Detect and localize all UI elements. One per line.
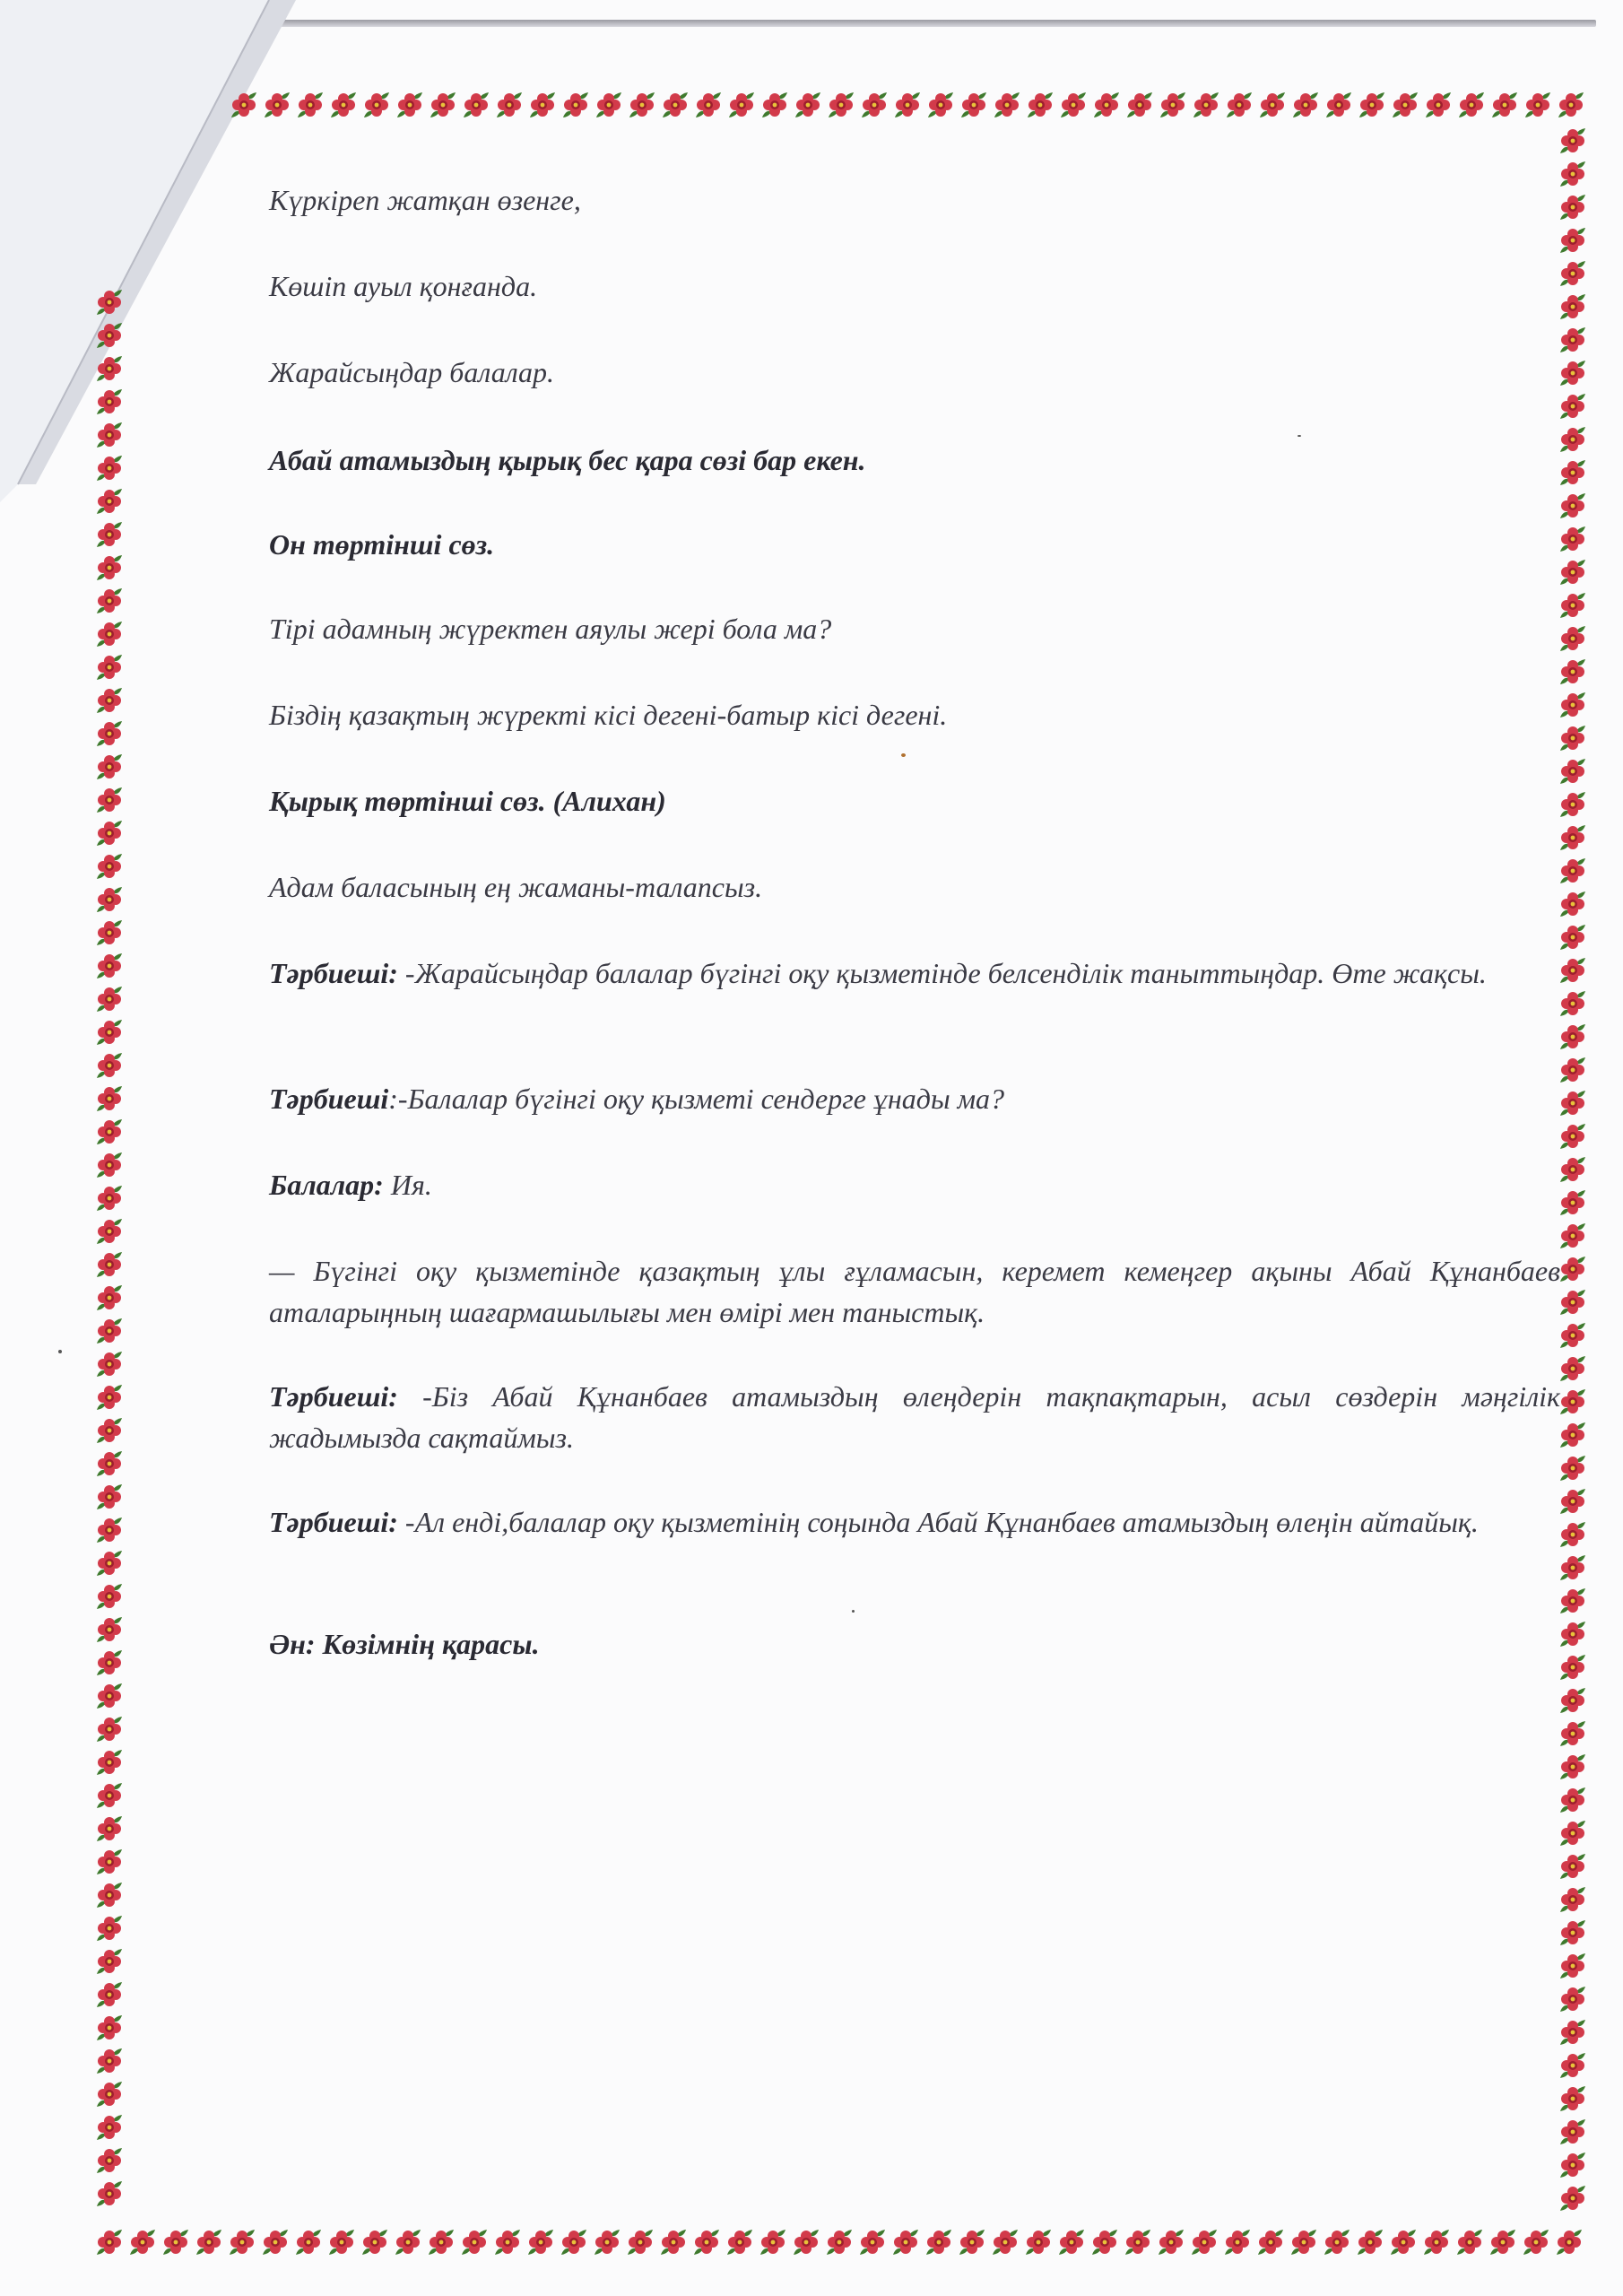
red-flower-icon (1158, 90, 1188, 120)
red-flower-icon (260, 2227, 291, 2257)
red-flower-icon (94, 851, 125, 882)
red-flower-icon (1558, 1353, 1588, 1384)
red-flower-icon (1558, 1154, 1588, 1185)
red-flower-icon (94, 1780, 125, 1811)
red-flower-icon (1556, 90, 1586, 120)
red-flower-icon (627, 90, 657, 120)
red-flower-icon (229, 90, 259, 120)
red-flower-icon (1558, 2183, 1588, 2213)
red-flower-icon (1558, 225, 1588, 256)
praise-line: Жарайсыңдар балалар. (269, 356, 555, 388)
red-flower-icon (94, 1415, 125, 1446)
red-flower-icon (1189, 2227, 1219, 2257)
red-flower-icon (1421, 2227, 1452, 2257)
red-flower-icon (625, 2227, 655, 2257)
red-flower-icon (1554, 2227, 1584, 2257)
red-flower-icon (824, 2227, 855, 2257)
quote-line-3: Адам баласының ең жаманы-талапсыз. (269, 871, 763, 903)
red-flower-icon (925, 90, 956, 120)
red-flower-icon (1558, 391, 1588, 422)
red-flower-icon (693, 90, 724, 120)
red-flower-icon (94, 1681, 125, 1711)
red-flower-icon (459, 2227, 490, 2257)
red-flower-icon (1558, 424, 1588, 455)
red-flower-icon (94, 353, 125, 384)
red-flower-icon (94, 2179, 125, 2209)
red-flower-icon (890, 2227, 921, 2257)
red-flower-icon (1558, 1984, 1588, 2014)
speech-text: -Біз Абай Құнанбаев атамыздың өлеңдерін тақпақтарын, асыл сөздерін мәңгілік жадымызда сақтаймыз. (269, 1380, 1560, 1454)
red-flower-icon (94, 519, 125, 550)
red-flower-icon (1224, 90, 1254, 120)
red-flower-icon (959, 90, 989, 120)
teacher-line-4 (269, 1501, 1560, 1543)
red-flower-icon (94, 785, 125, 815)
red-flower-icon (1558, 1387, 1588, 1417)
red-flower-icon (793, 90, 823, 120)
red-flower-icon (691, 2227, 722, 2257)
red-flower-icon (826, 90, 856, 120)
scan-speck (58, 1350, 62, 1353)
red-flower-icon (1558, 126, 1588, 156)
red-flower-icon (725, 2227, 755, 2257)
red-flower-icon (94, 1448, 125, 1479)
red-flower-icon (1558, 2117, 1588, 2147)
red-flower-icon (94, 1847, 125, 1877)
red-flower-icon (1558, 1785, 1588, 1815)
scan-speck (852, 1610, 855, 1613)
red-flower-icon (992, 90, 1022, 120)
red-flower-icon (1558, 623, 1588, 654)
teacher-line-1 (269, 952, 1560, 994)
red-flower-icon (94, 1117, 125, 1147)
stacked-page-edge (269, 20, 1596, 27)
red-flower-icon (1558, 988, 1588, 1019)
red-flower-icon (1558, 325, 1588, 355)
red-flower-icon (1324, 90, 1354, 120)
red-flower-icon (94, 586, 125, 616)
red-flower-icon (1091, 90, 1122, 120)
red-flower-icon (1558, 856, 1588, 886)
red-flower-icon (1558, 1055, 1588, 1085)
red-flower-icon (1089, 2227, 1120, 2257)
speech-text: Ия. (383, 1169, 432, 1201)
red-flower-icon (94, 1482, 125, 1512)
poem-line-1: Күркіреп жатқан өзенге, (269, 184, 581, 216)
red-flower-icon (94, 387, 125, 417)
red-flower-icon (1558, 822, 1588, 853)
red-flower-icon (892, 90, 923, 120)
red-flower-icon (1558, 1552, 1588, 1583)
heading-abai-words: Абай атамыздың қырық бес қара сөзі бар екен. (269, 444, 866, 476)
red-flower-icon (1558, 889, 1588, 919)
red-flower-icon (1558, 1519, 1588, 1550)
red-flower-icon (1558, 1022, 1588, 1052)
red-flower-icon (194, 2227, 224, 2257)
red-flower-icon (1558, 457, 1588, 488)
red-flower-icon (1558, 1320, 1588, 1351)
red-flower-icon (127, 2227, 158, 2257)
red-flower-icon (1456, 90, 1487, 120)
red-flower-icon (94, 1183, 125, 1213)
red-flower-icon (1558, 2083, 1588, 2114)
speech-text: -Жарайсыңдар балалар бүгінгі оқу қызметінде белсенділік таныттыңдар. Өте жақсы. (397, 957, 1487, 989)
red-flower-icon (94, 1946, 125, 1977)
red-flower-icon (1558, 1121, 1588, 1152)
red-flower-icon (1222, 2227, 1253, 2257)
red-flower-icon (94, 652, 125, 683)
red-flower-icon (1558, 1619, 1588, 1649)
red-flower-icon (94, 1714, 125, 1744)
red-flower-icon (594, 90, 624, 120)
red-flower-icon (660, 90, 690, 120)
red-flower-icon (1558, 291, 1588, 322)
red-flower-icon (1558, 192, 1588, 222)
red-flower-icon (1290, 90, 1321, 120)
red-flower-icon (1558, 1586, 1588, 1616)
red-flower-icon (428, 90, 458, 120)
red-flower-icon (560, 90, 591, 120)
red-flower-icon (227, 2227, 257, 2257)
red-flower-icon (1558, 690, 1588, 720)
red-flower-icon (1558, 1287, 1588, 1318)
red-flower-icon (1521, 2227, 1551, 2257)
red-flower-icon (94, 1515, 125, 1545)
red-flower-icon (1558, 1752, 1588, 1782)
red-flower-icon (395, 90, 425, 120)
red-flower-icon (94, 1614, 125, 1645)
red-flower-icon (94, 2046, 125, 2076)
red-flower-icon (1191, 90, 1221, 120)
floral-border-top (229, 90, 1592, 124)
red-flower-icon (94, 1283, 125, 1313)
red-flower-icon (94, 486, 125, 517)
red-flower-icon (1489, 90, 1520, 120)
red-flower-icon (1289, 2227, 1319, 2257)
red-flower-icon (1523, 90, 1553, 120)
red-flower-icon (94, 984, 125, 1014)
red-flower-icon (262, 90, 292, 120)
red-flower-icon (94, 287, 125, 317)
red-flower-icon (94, 1813, 125, 1844)
red-flower-icon (758, 2227, 788, 2257)
red-flower-icon (1558, 1254, 1588, 1284)
red-flower-icon (94, 1581, 125, 1612)
red-flower-icon (94, 1349, 125, 1379)
red-flower-icon (1558, 1088, 1588, 1118)
red-flower-icon (360, 2227, 390, 2257)
red-flower-icon (658, 2227, 689, 2257)
red-flower-icon (393, 2227, 423, 2257)
red-flower-icon (1558, 789, 1588, 820)
red-flower-icon (94, 884, 125, 915)
red-flower-icon (94, 552, 125, 583)
red-flower-icon (94, 918, 125, 948)
red-flower-icon (161, 2227, 191, 2257)
red-flower-icon (492, 2227, 523, 2257)
red-flower-icon (94, 1150, 125, 1180)
red-flower-icon (326, 2227, 357, 2257)
speaker-label: Тәрбиеші: (269, 957, 398, 989)
red-flower-icon (1023, 2227, 1054, 2257)
red-flower-icon (1558, 1851, 1588, 1882)
red-flower-icon (1558, 159, 1588, 189)
red-flower-icon (94, 1382, 125, 1413)
speech-text: -Ал енді,балалар оқу қызметінің соңында Абай Құнанбаев атамыздың өлеңін айтайық. (397, 1506, 1479, 1538)
summary-paragraph: — Бүгінгі оқу қызметінде қазақтың ұлы ғұламасын, керемет кемеңгер ақыны Абай Құнанбаев аталарыңның шағармашылығы мен өмірі мен таныстық. (269, 1255, 1560, 1328)
red-flower-icon (494, 90, 525, 120)
red-flower-icon (94, 420, 125, 450)
red-flower-icon (924, 2227, 954, 2257)
red-flower-icon (94, 1747, 125, 1778)
red-flower-icon (1558, 1884, 1588, 1915)
red-flower-icon (759, 90, 790, 120)
red-flower-icon (857, 2227, 888, 2257)
red-flower-icon (1558, 1187, 1588, 1218)
red-flower-icon (1558, 1453, 1588, 1483)
red-flower-icon (1558, 723, 1588, 753)
speaker-label: Тәрбиеші (269, 1083, 389, 1115)
children-answer (269, 1164, 432, 1205)
red-flower-icon (1558, 557, 1588, 587)
red-flower-icon (1488, 2227, 1518, 2257)
red-flower-icon (94, 2227, 125, 2257)
red-flower-icon (94, 1216, 125, 1247)
red-flower-icon (1558, 657, 1588, 687)
red-flower-icon (461, 90, 491, 120)
red-flower-icon (94, 1880, 125, 1910)
red-flower-icon (1423, 90, 1454, 120)
red-flower-icon (957, 2227, 987, 2257)
red-flower-icon (295, 90, 325, 120)
red-flower-icon (94, 2013, 125, 2043)
red-flower-icon (94, 2112, 125, 2143)
red-flower-icon (1558, 1918, 1588, 1948)
quote-line-1: Тірі адамның жүректен аяулы жері бола ма? (269, 613, 832, 645)
red-flower-icon (361, 90, 392, 120)
red-flower-icon (1454, 2227, 1485, 2257)
red-flower-icon (1056, 2227, 1087, 2257)
red-flower-icon (94, 718, 125, 749)
red-flower-icon (1257, 90, 1288, 120)
red-flower-icon (1558, 922, 1588, 952)
red-flower-icon (791, 2227, 821, 2257)
red-flower-icon (859, 90, 890, 120)
red-flower-icon (1025, 90, 1055, 120)
heading-fourteenth-word: Он төртінші сөз. (269, 528, 495, 561)
red-flower-icon (1558, 1652, 1588, 1683)
red-flower-icon (1156, 2227, 1186, 2257)
red-flower-icon (1123, 2227, 1153, 2257)
red-flower-icon (94, 2145, 125, 2176)
red-flower-icon (94, 1548, 125, 1578)
red-flower-icon (1355, 2227, 1385, 2257)
red-flower-icon (1558, 258, 1588, 289)
floral-border-left (94, 287, 128, 2224)
scan-speck (901, 753, 906, 757)
red-flower-icon (94, 1017, 125, 1048)
teacher-line-2 (269, 1078, 1004, 1119)
red-flower-icon (94, 1083, 125, 1114)
red-flower-icon (94, 752, 125, 782)
red-flower-icon (1255, 2227, 1286, 2257)
red-flower-icon (94, 1316, 125, 1346)
red-flower-icon (94, 685, 125, 716)
red-flower-icon (1558, 1818, 1588, 1848)
red-flower-icon (1558, 2050, 1588, 2081)
red-flower-icon (94, 1050, 125, 1081)
floral-border-bottom (94, 2227, 1592, 2261)
red-flower-icon (527, 90, 558, 120)
red-flower-icon (94, 1648, 125, 1678)
speaker-label: Тәрбиеші: (269, 1380, 398, 1413)
red-flower-icon (1558, 2017, 1588, 2048)
red-flower-icon (94, 2079, 125, 2109)
red-flower-icon (525, 2227, 556, 2257)
speaker-label: Балалар: (269, 1169, 384, 1201)
red-flower-icon (94, 818, 125, 848)
speaker-label: Тәрбиеші: (269, 1506, 398, 1538)
red-flower-icon (94, 453, 125, 483)
heading-forty-fourth-word: Қырық төртінші сөз. (Алихан) (269, 785, 666, 817)
red-flower-icon (94, 619, 125, 649)
teacher-line-3 (269, 1376, 1560, 1458)
red-flower-icon (1558, 1420, 1588, 1450)
red-flower-icon (94, 1913, 125, 1944)
red-flower-icon (1558, 358, 1588, 388)
red-flower-icon (94, 1249, 125, 1280)
red-flower-icon (94, 1979, 125, 2010)
poem-line-2: Көшіп ауыл қонғанда. (269, 270, 538, 302)
red-flower-icon (1357, 90, 1387, 120)
red-flower-icon (1558, 590, 1588, 621)
song-title: Ән: Көзімнің қарасы. (269, 1628, 540, 1660)
red-flower-icon (1558, 1486, 1588, 1517)
speech-text: :-Балалар бүгінгі оқу қызметі сендерге ұнады ма? (388, 1083, 1005, 1115)
red-flower-icon (1558, 1718, 1588, 1749)
red-flower-icon (592, 2227, 622, 2257)
red-flower-icon (1388, 2227, 1419, 2257)
red-flower-icon (1558, 491, 1588, 521)
folded-corner (0, 0, 296, 502)
red-flower-icon (559, 2227, 589, 2257)
red-flower-icon (1558, 756, 1588, 787)
red-flower-icon (990, 2227, 1020, 2257)
red-flower-icon (426, 2227, 456, 2257)
floral-border-right (1558, 126, 1592, 2224)
red-flower-icon (1558, 2150, 1588, 2180)
red-flower-icon (1558, 1221, 1588, 1251)
red-flower-icon (94, 320, 125, 351)
scan-speck (1298, 435, 1301, 437)
red-flower-icon (1322, 2227, 1352, 2257)
red-flower-icon (1058, 90, 1089, 120)
red-flower-icon (293, 2227, 324, 2257)
red-flower-icon (1558, 1951, 1588, 1981)
red-flower-icon (94, 951, 125, 981)
quote-line-2: Біздің қазақтың жүректі кісі дегені-батыр кісі дегені. (269, 699, 948, 731)
red-flower-icon (1124, 90, 1155, 120)
red-flower-icon (1558, 1685, 1588, 1716)
red-flower-icon (1390, 90, 1420, 120)
red-flower-icon (1558, 524, 1588, 554)
red-flower-icon (328, 90, 359, 120)
red-flower-icon (726, 90, 757, 120)
red-flower-icon (1558, 955, 1588, 986)
